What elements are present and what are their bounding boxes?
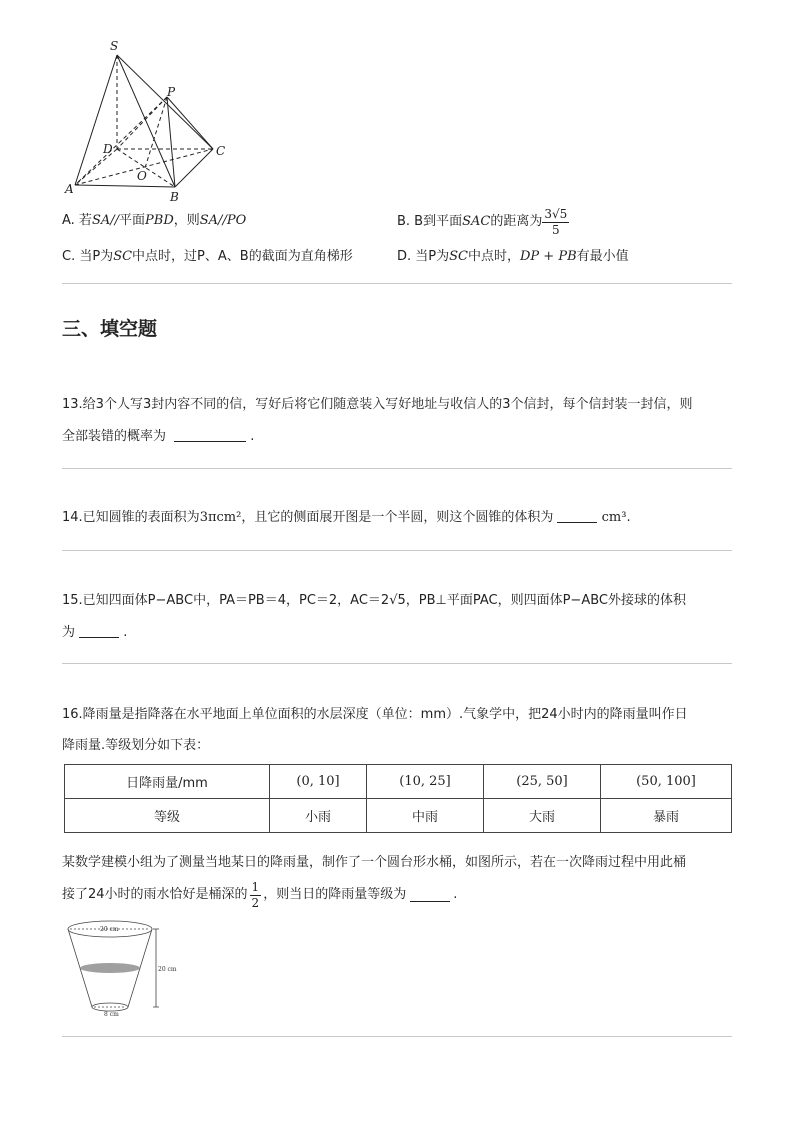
q13-text: 全部装错的概率为 xyxy=(62,429,167,444)
option-a xyxy=(62,212,246,230)
q13-end: . xyxy=(250,429,255,444)
q14-area: 3πcm² xyxy=(199,510,242,525)
option-c-math1: SC xyxy=(113,249,133,264)
q14-unit: cm³ xyxy=(601,510,627,525)
table-cell: 等级 xyxy=(65,799,270,833)
q15-line1: 15.已知四面体P−ABC中，PA＝PB＝4，PC＝2，AC＝2√5，PB⊥平面PAC，则四面体P−ABC外接球的体积 xyxy=(62,593,686,608)
option-a-math3: SA//PO xyxy=(199,213,247,228)
option-b-fraction-den: 5 xyxy=(552,222,560,237)
table-cell: (10, 25] xyxy=(367,765,484,799)
divider xyxy=(62,550,732,551)
q14-line xyxy=(62,509,631,527)
option-d-math2: DP + PB xyxy=(520,249,577,264)
q16-fraction xyxy=(250,880,262,911)
q14-end: . xyxy=(626,510,631,525)
bucket-top-label: 20 cm xyxy=(100,926,119,933)
table-cell: 暴雨 xyxy=(601,799,732,833)
table-cell: (0, 10] xyxy=(270,765,367,799)
q16-fraction-den: 2 xyxy=(251,895,260,910)
table-row xyxy=(65,799,732,833)
table-header-row xyxy=(65,765,732,799)
q13-line1: 13.给3个人写3封内容不同的信，写好后将它们随意装入写好地址与收信人的3个信封，每个信封装一封信，则 xyxy=(62,397,693,412)
option-b-text1: 的距离为 xyxy=(490,214,543,229)
q16-fraction-num: 1 xyxy=(251,879,260,894)
option-d-text2: 有最小值 xyxy=(576,249,629,264)
option-b-prefix: B. B到平面 xyxy=(397,214,463,229)
q16-text-b: ，则当日的降雨量等级为 xyxy=(263,887,407,902)
bucket-side-label: 20 cm xyxy=(158,966,177,973)
table-cell: (50, 100] xyxy=(601,765,732,799)
option-c-prefix: C. 当P为 xyxy=(62,249,114,264)
option-a-math2: PBD xyxy=(145,213,174,228)
option-a-text2: ，则 xyxy=(173,213,200,228)
option-b xyxy=(397,203,569,241)
option-d xyxy=(397,248,629,266)
q15-line2 xyxy=(62,624,127,642)
q15-text: 为 xyxy=(62,625,76,640)
pyramid-figure xyxy=(55,35,240,205)
label-c: C xyxy=(216,144,226,158)
q14-text2: ，且它的侧面展开图是一个半圆，则这个圆锥的体积为 xyxy=(241,510,554,525)
table-cell: 小雨 xyxy=(270,799,367,833)
q16-answer-blank xyxy=(410,889,450,902)
label-o: O xyxy=(137,169,147,183)
rainfall-table xyxy=(64,764,732,833)
option-d-prefix: D. 当P为 xyxy=(397,249,450,264)
label-b: B xyxy=(170,190,179,204)
option-a-math1: SA// xyxy=(91,213,119,228)
label-p: P xyxy=(167,85,176,99)
table-cell: (25, 50] xyxy=(484,765,601,799)
section-title: 三、填空题 xyxy=(62,318,158,340)
label-a: A xyxy=(65,182,74,196)
q16-end: . xyxy=(453,887,458,902)
divider xyxy=(62,663,732,664)
label-s: S xyxy=(110,39,119,53)
label-d: D xyxy=(103,142,113,156)
table-cell: 大雨 xyxy=(484,799,601,833)
option-a-text1: 平面 xyxy=(119,213,146,228)
q13-line2 xyxy=(62,428,254,446)
option-b-math1: SAC xyxy=(462,214,491,229)
divider xyxy=(62,283,732,284)
option-d-math1: SC xyxy=(449,249,468,264)
q16-line3: 某数学建模小组为了测量当地某日的降雨量，制作了一个圆台形水桶，如图所示，若在一次降雨过程中用此桶 xyxy=(62,855,687,870)
q15-answer-blank xyxy=(79,625,119,638)
q16-line2: 降雨量.等级划分如下表： xyxy=(62,738,210,753)
q16-line4 xyxy=(62,877,457,913)
divider xyxy=(62,1036,732,1037)
option-c-text1: 中点时，过P、A、B的截面为直角梯形 xyxy=(132,249,353,264)
table-cell: 中雨 xyxy=(367,799,484,833)
q14-answer-blank xyxy=(557,510,597,523)
table-cell: 日降雨量/mm xyxy=(65,765,270,799)
q15-end: . xyxy=(123,625,128,640)
q13-answer-blank xyxy=(174,429,246,442)
option-d-text1: 中点时， xyxy=(467,249,520,264)
option-a-prefix: A. 若 xyxy=(62,213,92,228)
bucket-bottom-label: 8 cm xyxy=(104,1011,119,1018)
divider xyxy=(62,468,732,469)
q14-text1: 14.已知圆锥的表面积为 xyxy=(62,510,200,525)
bucket-figure xyxy=(60,915,190,1020)
option-b-fraction xyxy=(542,207,569,238)
option-b-fraction-num: 3√5 xyxy=(544,206,568,221)
option-c xyxy=(62,248,353,266)
q16-line1: 16.降雨量是指降落在水平地面上单位面积的水层深度（单位：mm）.气象学中，把24小时内的降雨量叫作日 xyxy=(62,707,688,722)
q16-text-a: 接了24小时的雨水恰好是桶深的 xyxy=(62,887,248,902)
